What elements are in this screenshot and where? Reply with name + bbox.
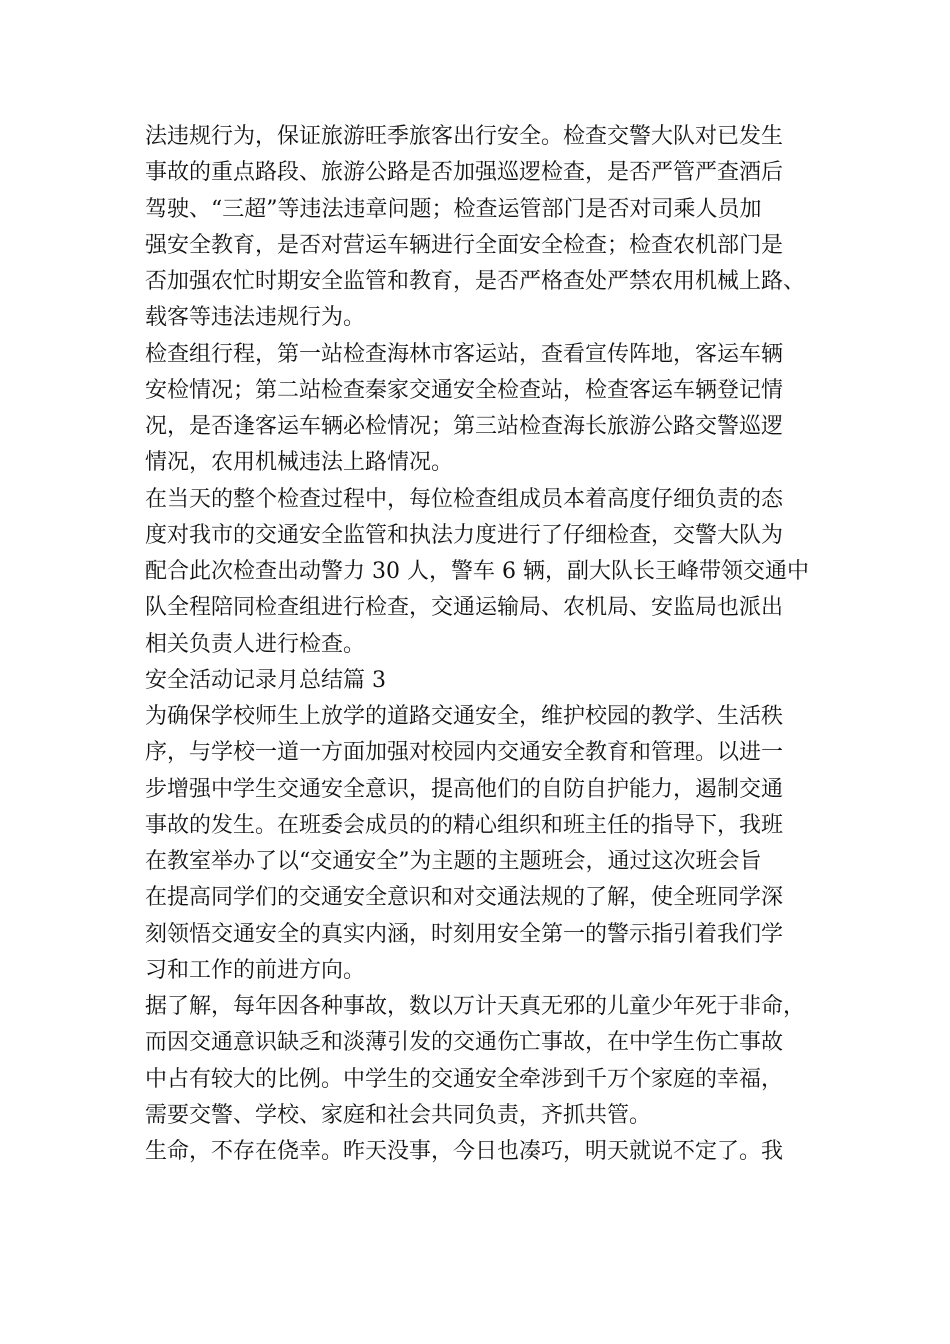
text-line: 中占有较大的比例。中学生的交通安全牵涉到千万个家庭的幸福， <box>145 1066 784 1092</box>
text-line: 在教室举办了以“交通安全”为主题的主题班会，通过这次班会旨 <box>145 849 762 874</box>
text-line: 步增强中学生交通安全意识，提高他们的自防自护能力，遏制交通 <box>145 776 784 802</box>
text-line: 需要交警、学校、家庭和社会共同负责，齐抓共管。 <box>145 1102 652 1128</box>
text-line: 否加强农忙时期安全监管和教育，是否严格查处严禁农用机械上路、 <box>145 269 806 294</box>
text-line: 在当天的整个检查过程中，每位检查组成员本着高度仔细负责的态 <box>145 486 784 512</box>
text-line: 在提高同学们的交通安全意识和对交通法规的了解，使全班同学深 <box>145 885 784 911</box>
text-line: 事故的重点路段、旅游公路是否加强巡逻检查，是否严管严查酒后 <box>145 160 784 186</box>
text-line: 序，与学校一道一方面加强对校园内交通安全教育和管理。以进一 <box>145 740 784 766</box>
text-line: 生命，不存在侥幸。昨天没事，今日也凑巧，明天就说不定了。我 <box>145 1139 784 1164</box>
text-line: 情况，农用机械违法上路情况。 <box>145 450 454 476</box>
text-line: 配合此次检查出动警力 30 人，警车 6 辆，副大队长王峰带领交通中 <box>145 559 809 584</box>
text-line: 队全程陪同检查组进行检查，交通运输局、农机局、安监局也派出 <box>145 595 784 621</box>
text-line: 为确保学校师生上放学的道路交通安全，维护校园的教学、生活秩 <box>145 704 784 729</box>
text-line: 法违规行为，保证旅游旺季旅客出行安全。检查交警大队对已发生 <box>145 124 784 149</box>
text-line: 检查组行程，第一站检查海林市客运站，查看宣传阵地，客运车辆 <box>145 341 784 367</box>
text-line: 刻领悟交通安全的真实内涵，时刻用安全第一的警示指引着我们学 <box>145 921 784 947</box>
text-line: 习和工作的前进方向。 <box>145 957 366 983</box>
document-body <box>145 119 825 1170</box>
text-line: 安检情况；第二站检查秦家交通安全检查站，检查客运车辆登记情 <box>145 377 784 403</box>
text-line: 相关负责人进行检查。 <box>145 631 366 657</box>
text-line: 度对我市的交通安全监管和执法力度进行了仔细检查，交警大队为 <box>145 522 784 548</box>
text-line: 驾驶、“三超”等违法违章问题；检查运管部门是否对司乘人员加 <box>145 196 762 222</box>
text-line: 据了解，每年因各种事故，数以万计天真无邪的儿童少年死于非命， <box>145 994 806 1019</box>
text-line: 强安全教育，是否对营运车辆进行全面安全检查；检查农机部门是 <box>145 232 784 258</box>
text-line: 而因交通意识缺乏和淡薄引发的交通伤亡事故，在中学生伤亡事故 <box>145 1030 784 1056</box>
section-heading: 安全活动记录月总结篇 3 <box>145 667 386 693</box>
text-line: 事故的发生。在班委会成员的的精心组织和班主任的指导下，我班 <box>145 812 784 838</box>
text-line: 载客等违法违规行为。 <box>145 305 366 331</box>
text-line: 况，是否逢客运车辆必检情况；第三站检查海长旅游公路交警巡逻 <box>145 414 784 439</box>
